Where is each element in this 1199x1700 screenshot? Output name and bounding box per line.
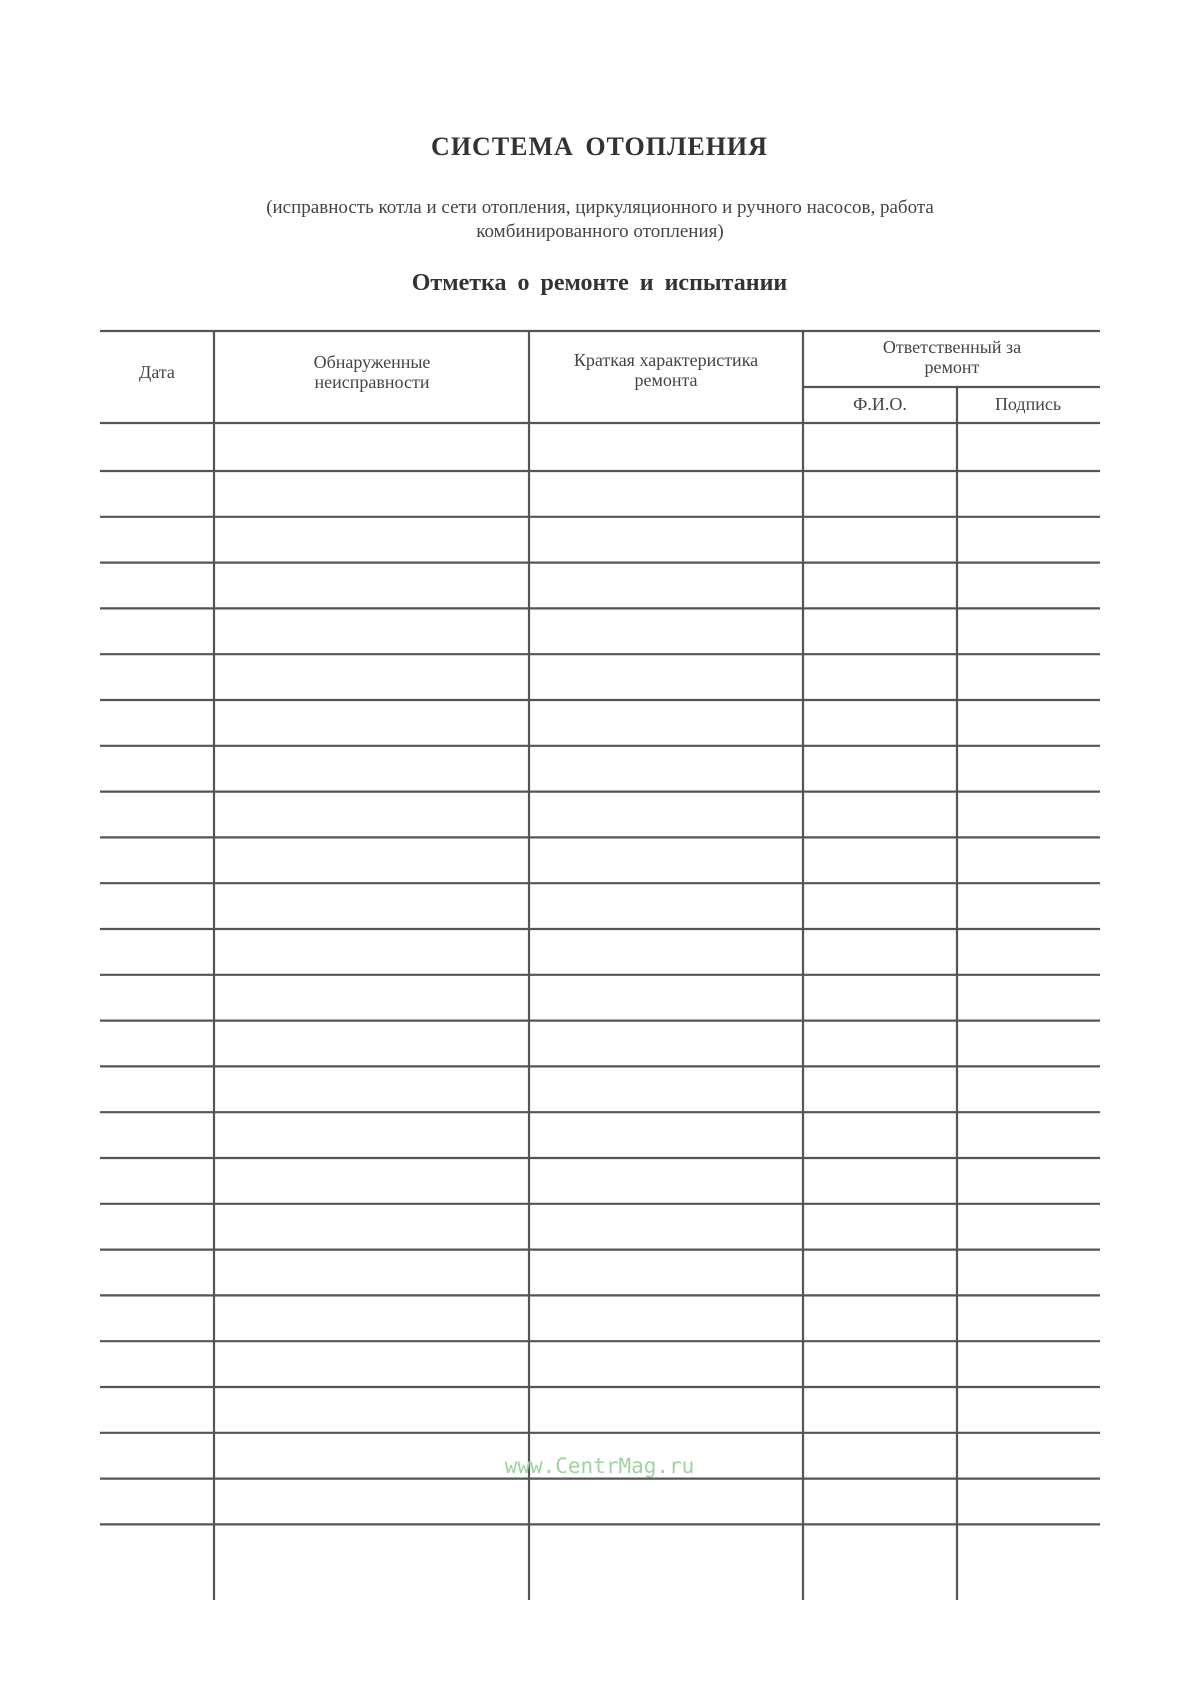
header-full-name: Ф.И.О. xyxy=(853,394,907,414)
header-responsible xyxy=(804,337,1100,377)
header-responsible-line-2: ремонт xyxy=(924,357,980,377)
watermark: www.CentrMag.ru xyxy=(504,1454,695,1478)
document-title: СИСТЕМА ОТОПЛЕНИЯ xyxy=(431,132,768,161)
section-heading: Отметка о ремонте и испытании xyxy=(411,270,788,296)
header-repair-line-2: ремонта xyxy=(634,370,698,390)
header-faults xyxy=(216,352,528,392)
header-signature: Подпись xyxy=(994,394,1062,414)
header-date: Дата xyxy=(139,362,175,382)
header-faults-line-1: Обнаруженные xyxy=(313,352,431,372)
header-responsible-line-1: Ответственный за xyxy=(882,337,1022,357)
header-repair-summary xyxy=(530,350,802,390)
subtitle-line-1: (исправность котла и сети отопления, циркуляционного и ручного насосов, работа xyxy=(266,197,934,218)
subtitle-line-2: комбинированного отопления) xyxy=(476,221,724,242)
header-faults-line-2: неисправности xyxy=(314,372,430,392)
header-repair-line-1: Краткая характеристика xyxy=(573,350,759,370)
